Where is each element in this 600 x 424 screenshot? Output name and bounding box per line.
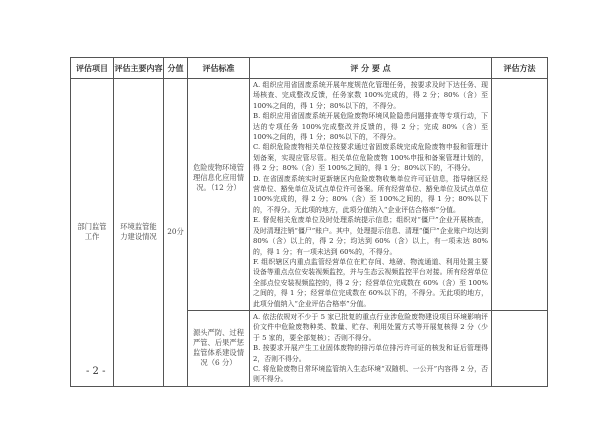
point-a: A. 依法依规对不少于 5 家已批复的重点行业涉危险废物建设项目环境影响评价文件中危险废物种类、数量、贮存、利用处置方式等开展复核得 2 分（少于 5 家的，要全部复核）；否则不得分。 xyxy=(253,312,488,342)
header-standard: 评估标准 xyxy=(188,58,250,79)
header-points: 评 分 要 点 xyxy=(250,58,492,79)
point-f: F. 组织辖区内重点监管经营单位在贮存间、地磅、物流通道、利用处置主要设备等重点点位安装视频监控，并与生态云视频监控平台对接。所有经营单位全部点位安装视频监控的，得 2 分；经营单位完成数在 60%（含）至 100%之间的，得 1 分；经营单位完成数在 60%以下的，不得分。无此项的地方，此项分值纳入“企业评估合格率”分值。 xyxy=(253,257,488,308)
point-d: D. 在省固废系统实时更新辖区内危险废物收集单位许可证信息，指导辖区经营单位、豁免单位及试点单位许可备案。所有经营单位、豁免单位及试点单位 100%完成的，得 2 分；80%（含）至 100%之间的，得 1 分；80%以下的，不得分。无此项的地方，此项分值纳入“企业评估合格率”分值。 xyxy=(253,174,488,214)
standard-cell: 源头严防、过程严管、后果严惩监管体系建设情况（6 分） xyxy=(188,310,250,386)
table-row xyxy=(71,79,548,311)
points-cell xyxy=(250,79,492,311)
header-project: 评估项目 xyxy=(71,58,114,79)
point-b: B. 组织应用省固废系统开展危险废物环境风险隐患问题排查等专项行动，下达的专项任务 100%完成整改并反馈的，得 2 分；完成 80%（含）至 100%之间的，得 1 分；80%以下的，不得分。 xyxy=(253,112,488,142)
points-cell xyxy=(250,310,492,386)
table-header xyxy=(71,58,548,79)
method-cell xyxy=(492,310,548,386)
header-score: 分值 xyxy=(164,58,188,79)
point-c: C. 组织危险废物相关单位按要求通过省固废系统完成危险废物申报和管理计划备案，实现应管尽管。相关单位危险废物 100%申报和备案管理计划的，得 2 分；80%（含）至 100%之间的，得 1 分；80%以下的，不得分。 xyxy=(253,143,488,173)
method-cell xyxy=(492,79,548,311)
point-c: C. 将危险废物日常环境监管纳入生态环境“双随机、一公开”内容得 2 分，否则不得分。 xyxy=(253,364,488,384)
point-a: A. 组织应用省固废系统开展年度规范化管理任务，按要求及时下达任务、现场核查、完成整改反馈，任务家数 100%完成的，得 2 分；80%（含）至 100%之间的，得 1 分；80%以下的，不得分。 xyxy=(253,81,488,110)
project-cell: 部门监管工作 xyxy=(71,79,114,387)
evaluation-table xyxy=(70,57,548,387)
header-method: 评估方法 xyxy=(492,58,548,79)
standard-cell: 危险废物环境管理信息化应用情况。（12 分） xyxy=(188,79,250,311)
page-number: - 2 - xyxy=(86,366,106,377)
score-cell: 20分 xyxy=(164,79,188,387)
point-b: B. 按要求开展产生工业固体废物的排污单位排污许可证的核发和证后管理得 2，否则不得分。 xyxy=(253,344,488,363)
header-content: 评估主要内容 xyxy=(114,58,164,79)
point-e: E. 督促相关危废单位及时处理系统提示信息；组织对“僵尸”企业开展核查，及时清理注销“僵尸”账户。其中，处理提示信息、清理“僵尸”企业账户均达到 80%（含）以上的，得 2 分；均达到 60%（含）以上，有一项未达 80%的，得 1 分；有一项未达到 60%的，不得分。 xyxy=(253,216,488,256)
content-cell: 环境监管能力建设情况 xyxy=(114,79,164,387)
